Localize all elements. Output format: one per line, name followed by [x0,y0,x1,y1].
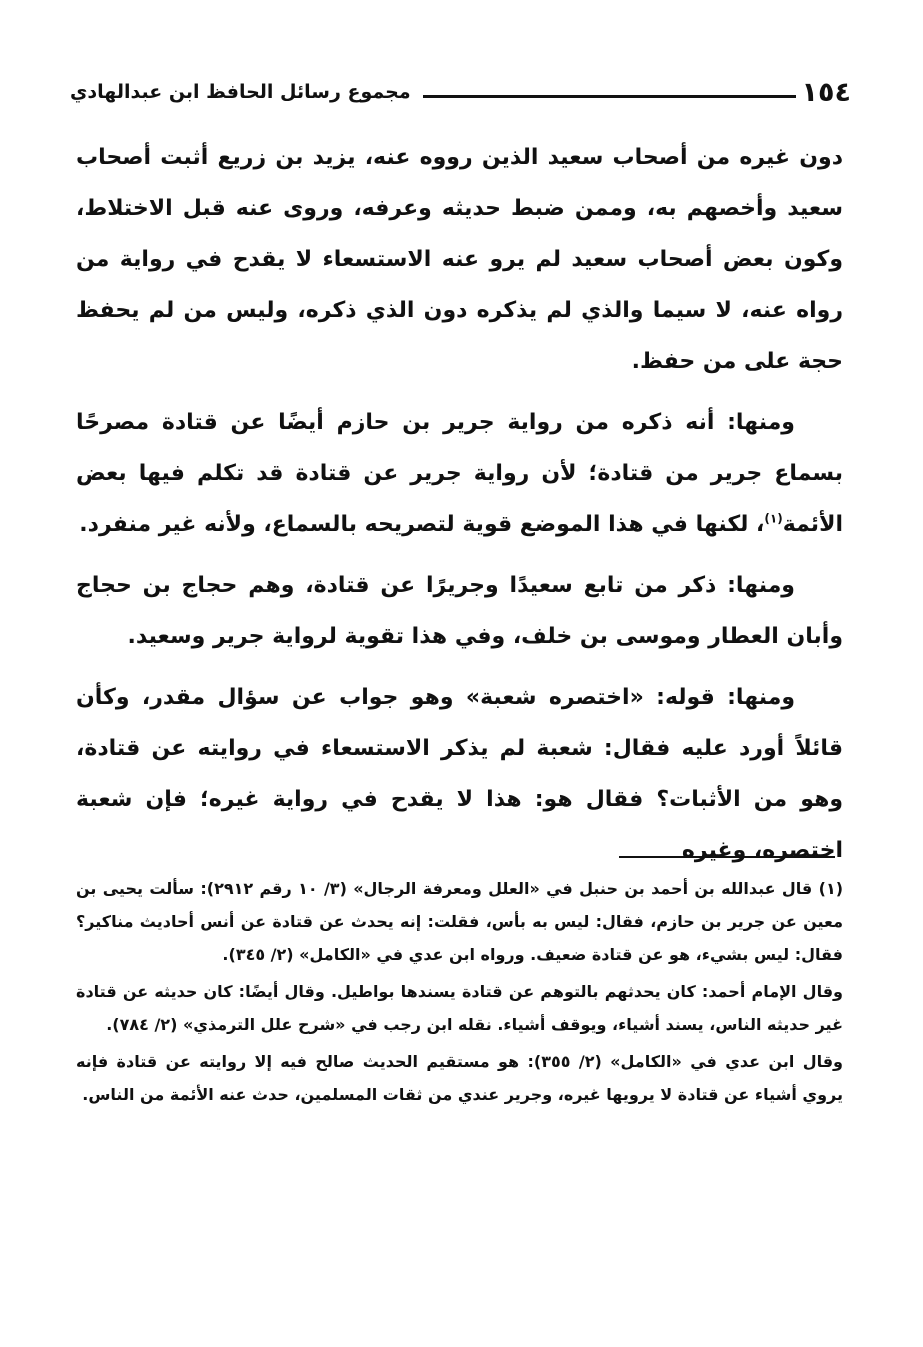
paragraph-2-tail: ، لكنها في هذا الموضع قوية لتصريحه بالسماع، ولأنه غير منفرد. [79,512,765,537]
footnote-1: (١) قال عبدالله بن أحمد بن حنبل في «العلل ومعرفة الرجال» (٣/ ١٠ رقم ٢٩١٢): سألت يحيى بن معين عن جرير بن حازم، فقال: ليس به بأس، فقلت: إنه يحدث عن قتادة عن أنس أحاديث مناكير؟ فقال: ليس بشيء، هو عن قتادة ضعيف. ورواه ابن عدي في «الكامل» (٢/ ٣٤٥). [76,879,844,964]
main-text [76,132,843,886]
footnote-separator [619,856,835,858]
footnotes [76,872,843,1115]
paragraph-2-text: ومنها: أنه ذكره من رواية جرير بن حازم أيضًا عن قتادة مصرحًا بسماع جرير من قتادة؛ لأن رواية جرير عن قتادة قد تكلم فيها بعض الأئمة [76,410,843,537]
footnote-1-part-2: وقال الإمام أحمد: كان يحدثهم بالتوهم عن قتادة يسندها بواطيل. وقال أيضًا: كان حديثه عن قتادة غير حديثه الناس، يسند أشياء، ويوقف أشياء. نقله ابن رجب في «شرح علل الترمذي» (٢/ ٧٨٤). [76,982,843,1034]
paragraph-1: دون غيره من أصحاب سعيد الذين رووه عنه، يزيد بن زريع أثبت أصحاب سعيد وأخصهم به، وممن ضبط حديثه وعرفه، وروى عنه قبل الاختلاط، وكون بعض أصحاب سعيد لم يرو عنه الاستسعاء لا يقدح في رواية من رواه عنه، لا سيما والذي لم يذكره دون الذي ذكره، وليس من لم يحفظ حجة على من حفظ. [76,145,843,374]
paragraph-2 [76,397,843,550]
paragraph-3: ومنها: ذكر من تابع سعيدًا وجريرًا عن قتادة، وهم حجاج بن حجاج وأبان العطار وموسى بن خلف، وفي هذا تقوية لرواية جرير وسعيد. [76,573,843,649]
page-number: ١٥٤ [801,76,851,108]
paragraph-4: ومنها: قوله: «اختصره شعبة» وهو جواب عن سؤال مقدر، وكأن قائلاً أورد عليه فقال: شعبة لم يذكر الاستسعاء في روايته عن قتادة، وهو من الأثبات؟ فقال هو: هذا لا يقدح في رواية غيره؛ فإن شعبة اختصره، وغيره [76,685,843,863]
footnote-ref-1[interactable]: (١) [764,511,783,526]
header-rule [423,95,796,98]
running-title: مجموع رسائل الحافظ ابن عبدالهادي [70,81,411,103]
running-header [70,72,851,112]
footnote-1-part-3: وقال ابن عدي في «الكامل» (٢/ ٣٥٥): هو مستقيم الحديث صالح فيه إلا روايته عن قتادة فإنه يروي أشياء عن قتادة لا يرويها غيره، وجرير عندي من ثقات المسلمين، حدث عنه الأئمة من الناس. [76,1052,844,1104]
